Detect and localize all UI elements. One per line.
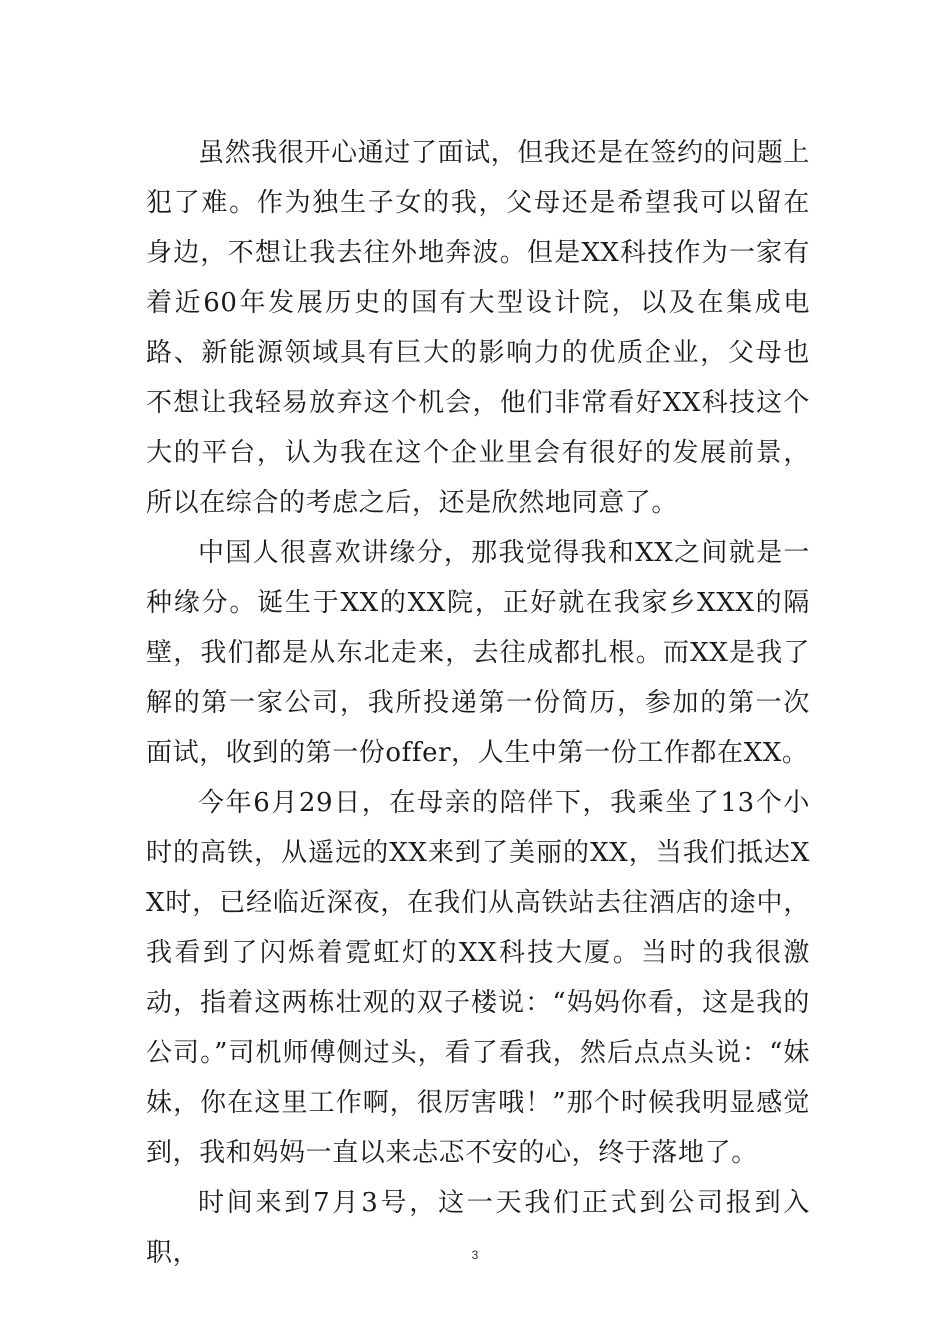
paragraph-1: 虽然我很开心通过了面试，但我还是在签约的问题上犯了难。作为独生子女的我，父母还是希望我可以留在身边，不想让我去往外地奔波。但是XX科技作为一家有着近60年发展历史的国有大型设计院，以及在集成电路、新能源领域具有巨大的影响力的优质企业，父母也不想让我轻易放弃这个机会，他们非常看好XX科技这个大的平台，认为我在这个企业里会有很好的发展前景，所以在综合的考虑之后，还是欣然地同意了。 xyxy=(146,138,810,518)
body-text xyxy=(146,128,810,1278)
paragraph-3: 今年6月29日，在母亲的陪伴下，我乘坐了13个小时的高铁，从遥远的XX来到了美丽的XX，当我们抵达XX时，已经临近深夜，在我们从高铁站去往酒店的途中，我看到了闪烁着霓虹灯的XX科技大厦。当时的我很激动，指着这两栋壮观的双子楼说：“妈妈你看，这是我的公司。”司机师傅侧过头，看了看我，然后点点头说：“妹妹，你在这里工作啊，很厉害哦！”那个时候我明显感觉到，我和妈妈一直以来忐忑不安的心，终于落地了。 xyxy=(146,788,810,1168)
paragraph-2: 中国人很喜欢讲缘分，那我觉得我和XX之间就是一种缘分。诞生于XX的XX院，正好就在我家乡XXX的隔壁，我们都是从东北走来，去往成都扎根。而XX是我了解的第一家公司，我所投递第一份简历，参加的第一次面试，收到的第一份offer，人生中第一份工作都在XX。 xyxy=(146,538,810,768)
paragraph-4: 时间来到7月3号，这一天我们正式到公司报到入职， xyxy=(146,1188,810,1268)
page-number: 3 xyxy=(471,1248,479,1262)
